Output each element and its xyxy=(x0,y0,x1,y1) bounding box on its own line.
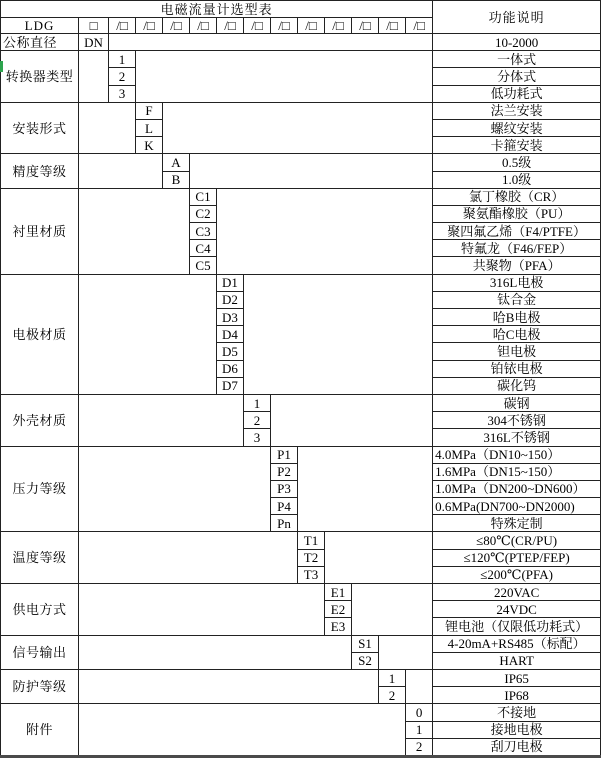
group-spacer-right xyxy=(271,394,433,446)
option-code-box: D7 xyxy=(217,377,244,394)
option-row xyxy=(1,532,601,549)
option-description: 法兰安装 xyxy=(433,102,601,119)
option-code-box: D4 xyxy=(217,326,244,343)
option-description: 1.6MPa（DN15~150） xyxy=(433,463,601,480)
group-label: 信号输出 xyxy=(1,635,79,669)
option-description: 哈B电极 xyxy=(433,309,601,326)
group-label: 温度等级 xyxy=(1,532,79,584)
option-row xyxy=(1,51,601,68)
option-description: 铂铱电极 xyxy=(433,360,601,377)
option-code-box: DN xyxy=(79,34,109,51)
option-description: 共聚物（PFA） xyxy=(433,257,601,274)
group-spacer-right xyxy=(163,102,433,154)
option-code-box: 3 xyxy=(244,429,271,446)
option-description: 卡箍安装 xyxy=(433,137,601,154)
option-description: 聚氨酯橡胶（PU） xyxy=(433,205,601,222)
group-spacer-right xyxy=(325,532,433,584)
option-row xyxy=(1,704,601,721)
option-description: 10-2000 xyxy=(433,34,601,51)
option-row xyxy=(1,102,601,119)
function-description-header: 功能说明 xyxy=(433,1,601,34)
option-code-box: C3 xyxy=(190,223,217,240)
option-description: 316L不锈钢 xyxy=(433,429,601,446)
option-description: 哈C电极 xyxy=(433,326,601,343)
option-code-box: F xyxy=(136,102,163,119)
model-prefix: LDG xyxy=(1,18,79,34)
option-code-box: 0 xyxy=(406,704,433,721)
option-code-box: E2 xyxy=(325,601,352,618)
option-code-box: P2 xyxy=(271,463,298,480)
model-slot: /□ xyxy=(325,18,352,34)
group-spacer-right xyxy=(217,188,433,274)
group-label: 压力等级 xyxy=(1,446,79,532)
group-spacer-left xyxy=(79,274,217,394)
group-spacer-right xyxy=(406,669,433,703)
group-spacer-right xyxy=(298,446,433,532)
option-description: 分体式 xyxy=(433,68,601,85)
option-row xyxy=(1,34,601,51)
option-code-box: P1 xyxy=(271,446,298,463)
option-code-box: P3 xyxy=(271,480,298,497)
group-spacer-right xyxy=(109,34,433,51)
option-description: 螺纹安装 xyxy=(433,119,601,136)
group-spacer-left xyxy=(79,188,190,274)
option-code-box: 1 xyxy=(379,669,406,686)
option-code-box: 2 xyxy=(244,412,271,429)
option-description: 24VDC xyxy=(433,601,601,618)
group-spacer-left xyxy=(79,584,325,636)
group-label: 附件 xyxy=(1,704,79,757)
option-description: 0.5级 xyxy=(433,154,601,171)
option-code-box: A xyxy=(163,154,190,171)
option-code-box: D2 xyxy=(217,291,244,308)
model-slot: /□ xyxy=(217,18,244,34)
model-slot: /□ xyxy=(271,18,298,34)
group-spacer-left xyxy=(79,102,136,154)
option-code-box: B xyxy=(163,171,190,188)
option-description: 特殊定制 xyxy=(433,515,601,532)
model-slot: /□ xyxy=(136,18,163,34)
option-description: 刮刀电极 xyxy=(433,738,601,756)
option-code-box: T2 xyxy=(298,549,325,566)
model-first-box: □ xyxy=(79,18,109,34)
option-code-box: 2 xyxy=(379,687,406,704)
option-description: 碳钢 xyxy=(433,394,601,411)
model-slot: /□ xyxy=(352,18,379,34)
option-row xyxy=(1,584,601,601)
option-row xyxy=(1,154,601,171)
option-description: 聚四氟乙烯（F4/PTFE） xyxy=(433,223,601,240)
option-code-box: C5 xyxy=(190,257,217,274)
option-code-box: D5 xyxy=(217,343,244,360)
group-label: 供电方式 xyxy=(1,584,79,636)
option-code-box: K xyxy=(136,137,163,154)
model-slot: /□ xyxy=(298,18,325,34)
option-description: 0.6MPa(DN700~DN2000) xyxy=(433,498,601,515)
option-row xyxy=(1,394,601,411)
option-row xyxy=(1,188,601,205)
option-description: 特氟龙（F46/FEP） xyxy=(433,240,601,257)
group-spacer-left xyxy=(79,635,352,669)
option-row xyxy=(1,274,601,291)
group-spacer-right xyxy=(244,274,433,394)
option-description: 220VAC xyxy=(433,584,601,601)
group-label: 安装形式 xyxy=(1,102,79,154)
option-description: 1.0级 xyxy=(433,171,601,188)
option-description: 316L电极 xyxy=(433,274,601,291)
option-code-box: D1 xyxy=(217,274,244,291)
model-slot: /□ xyxy=(406,18,433,34)
option-code-box: E1 xyxy=(325,584,352,601)
option-code-box: P4 xyxy=(271,498,298,515)
option-code-box: L xyxy=(136,119,163,136)
group-label: 电极材质 xyxy=(1,274,79,394)
option-description: 钽电极 xyxy=(433,343,601,360)
group-spacer-left xyxy=(79,51,109,103)
model-slot: /□ xyxy=(163,18,190,34)
option-row xyxy=(1,446,601,463)
cell-marker-artifact xyxy=(0,61,3,72)
option-description: 接地电极 xyxy=(433,721,601,738)
group-label: 公称直径 xyxy=(1,34,79,51)
option-description: 不接地 xyxy=(433,704,601,721)
group-spacer-right xyxy=(136,51,433,103)
model-slot: /□ xyxy=(109,18,136,34)
option-code-box: 1 xyxy=(406,721,433,738)
model-slot: /□ xyxy=(244,18,271,34)
option-description: 4.0MPa（DN10~150） xyxy=(433,446,601,463)
group-label: 精度等级 xyxy=(1,154,79,188)
title-row xyxy=(1,1,601,18)
group-spacer-right xyxy=(352,584,433,636)
option-code-box: S2 xyxy=(352,652,379,669)
option-code-box: 3 xyxy=(109,85,136,102)
option-description: 钛合金 xyxy=(433,291,601,308)
option-description: HART xyxy=(433,652,601,669)
group-spacer-left xyxy=(79,394,244,446)
option-description: IP65 xyxy=(433,669,601,686)
group-spacer-right xyxy=(190,154,433,188)
group-spacer-right xyxy=(379,635,433,669)
option-code-box: 2 xyxy=(406,738,433,756)
option-code-box: C4 xyxy=(190,240,217,257)
option-code-box: C2 xyxy=(190,205,217,222)
option-description: ≤80℃(CR/PU) xyxy=(433,532,601,549)
option-description: 一体式 xyxy=(433,51,601,68)
option-code-box: T3 xyxy=(298,566,325,583)
model-slot: /□ xyxy=(190,18,217,34)
option-code-box: T1 xyxy=(298,532,325,549)
group-label: 衬里材质 xyxy=(1,188,79,274)
option-code-box: Pn xyxy=(271,515,298,532)
group-label: 转换器类型 xyxy=(1,51,79,103)
group-label: 外壳材质 xyxy=(1,394,79,446)
option-description: ≤120℃(PTEP/FEP) xyxy=(433,549,601,566)
option-description: ≤200℃(PFA) xyxy=(433,566,601,583)
option-description: 低功耗式 xyxy=(433,85,601,102)
option-description: 碳化钨 xyxy=(433,377,601,394)
group-spacer-left xyxy=(79,532,298,584)
option-row xyxy=(1,669,601,686)
option-code-box: 2 xyxy=(109,68,136,85)
option-description: 1.0MPa（DN200~DN600） xyxy=(433,480,601,497)
option-code-box: 1 xyxy=(244,394,271,411)
option-description: 氯丁橡胶（CR） xyxy=(433,188,601,205)
option-code-box: E3 xyxy=(325,618,352,635)
group-spacer-left xyxy=(79,446,271,532)
option-code-box: S1 xyxy=(352,635,379,652)
option-code-box: D6 xyxy=(217,360,244,377)
group-spacer-left xyxy=(79,154,163,188)
table-title: 电磁流量计选型表 xyxy=(1,1,433,18)
group-spacer-left xyxy=(79,704,406,757)
group-label: 防护等级 xyxy=(1,669,79,703)
option-code-box: C1 xyxy=(190,188,217,205)
option-description: 304不锈钢 xyxy=(433,412,601,429)
option-description: IP68 xyxy=(433,687,601,704)
option-description: 4-20mA+RS485（标配） xyxy=(433,635,601,652)
option-code-box: 1 xyxy=(109,51,136,68)
option-description: 锂电池（仅限低功耗式） xyxy=(433,618,601,635)
group-spacer-left xyxy=(79,669,379,703)
option-row xyxy=(1,635,601,652)
model-slot: /□ xyxy=(379,18,406,34)
option-code-box: D3 xyxy=(217,309,244,326)
